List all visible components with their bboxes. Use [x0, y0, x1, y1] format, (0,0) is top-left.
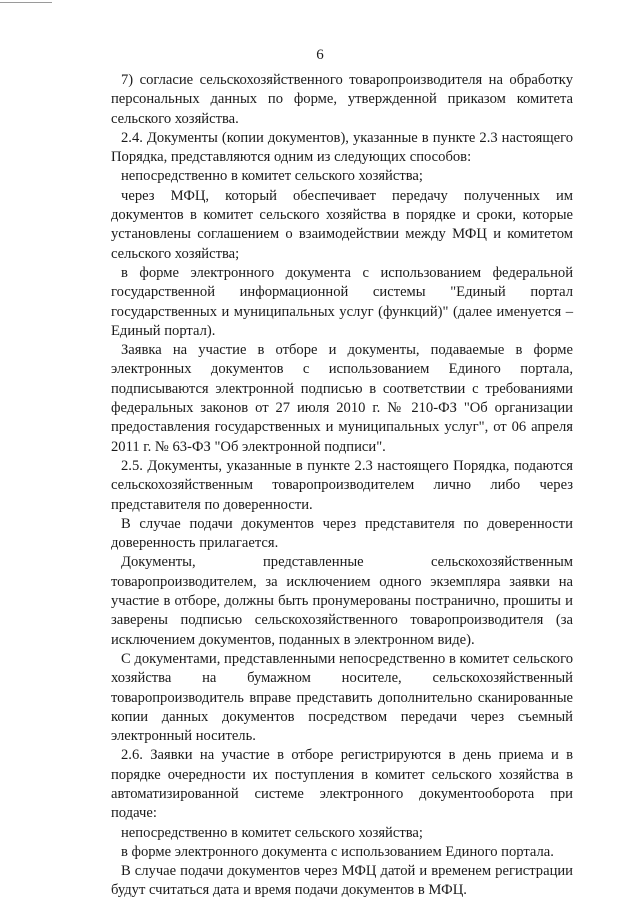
paragraph-consent-item-7: 7) согласие сельскохозяйственного товаропроизводителя на обработку персональных данных по форме, утвержденной приказом комитета сельского хозяйства. [111, 72, 573, 127]
paragraph-power-of-attorney: В случае подачи документов через представителя по доверенности доверенность прилагается. [111, 515, 573, 552]
paragraph-registration-mfc: В случае подачи документов через МФЦ датой и временем регистрации будут считаться дата и время подачи документов в МФЦ. [111, 863, 573, 899]
paragraph-method-direct: непосредственно в комитет сельского хозяйства; [121, 168, 423, 185]
paragraph-method-mfc: через МФЦ, который обеспечивает передачу полученных им документов в комитет сельского хозяйства в порядке и сроки, которые установлены соглашением о взаимодействии между МФЦ и комитетом сельского хозяйства; [111, 187, 573, 262]
paragraph-method-electronic: в форме электронного документа с использованием федеральной государственной информационной системы "Единый портал государственных и муниципальных услуг (функций)" (далее именуется – Единый портал). [111, 264, 573, 339]
paragraph-document-binding: Документы, представленные сельскохозяйственным товаропроизводителем, за исключением одного экземпляра заявки на участие в отборе, должны быть пронумерованы постранично, прошиты и заверены подписью сельскохозяйственного товаропроизводителя (за исключением документов, поданных в электронном виде). [111, 554, 573, 648]
scan-corner-mark [0, 2, 52, 3]
paragraph-registration-electronic: в форме электронного документа с использованием Единого портала. [121, 843, 554, 860]
paragraph-2-5: 2.5. Документы, указанные в пункте 2.3 настоящего Порядка, подаются сельскохозяйственным товаропроизводителем лично либо через представителя по доверенности. [111, 457, 573, 513]
paragraph-electronic-signature: Заявка на участие в отборе и документы, подаваемые в форме электронных документов с использованием Единого портала, подписываются электронной подписью в соответствии с требованиями федеральных законов от 27 июля 2010 г. № 210-ФЗ "Об организации предоставления государственных и муниципальных услуг", от 06 апреля 2011 г. № 63-ФЗ "Об электронной подписи". [111, 342, 573, 455]
page-number: 6 [316, 47, 324, 63]
paragraph-registration-direct: непосредственно в комитет сельского хозяйства; [121, 824, 423, 841]
paragraph-2-4: 2.4. Документы (копии документов), указанные в пункте 2.3 настоящего Порядка, представляются одним из следующих способов: [111, 129, 573, 166]
document-body [111, 71, 573, 901]
paragraph-2-6: 2.6. Заявки на участие в отборе регистрируются в день приема и в порядке очередности их поступления в комитет сельского хозяйства в автоматизированной системе электронного документооборота при подаче: [111, 747, 573, 822]
paragraph-scanned-copies: С документами, представленными непосредственно в комитет сельского хозяйства на бумажном носителе, сельскохозяйственный товаропроизводитель вправе представить дополнительно сканированные копии данных документов посредством передачи через съемный электронный носитель. [111, 650, 573, 745]
